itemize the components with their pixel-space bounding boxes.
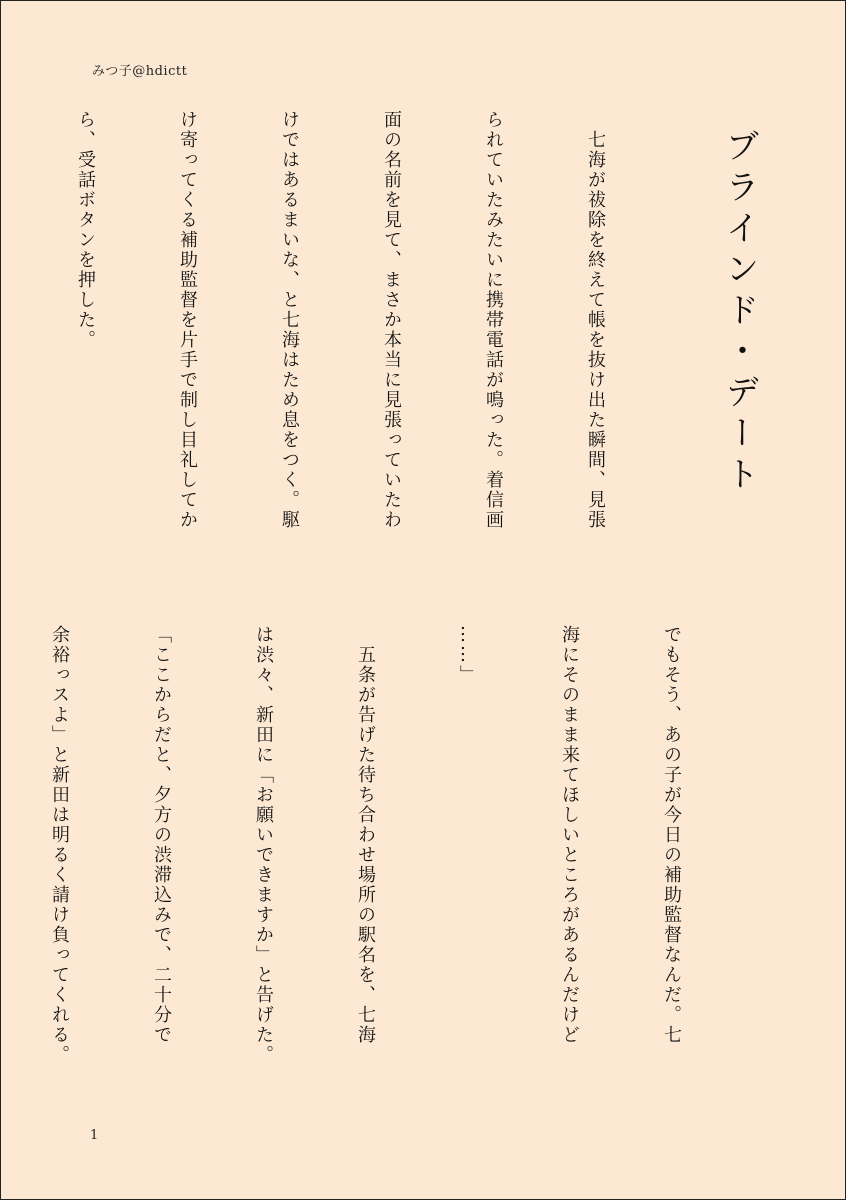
text-line: 面の名前を見て、まさか本当に見張っていたわ (381, 110, 402, 530)
text-line: ……」 (457, 625, 478, 685)
text-line: 余裕っスよ」と新田は明るく請け負ってくれる。 (49, 625, 70, 1065)
text-line: ら、受話ボタンを押した。 (75, 110, 96, 350)
page-number: 1 (90, 1128, 99, 1143)
text-line: でもそう、あの子が今日の補助監督なんだ。七 (661, 625, 682, 1045)
text-line: られていたみたいに携帯電話が鳴った。着信画 (483, 110, 504, 530)
text-line: 「ここからだと、夕方の渋滞込みで、二十分で (151, 625, 172, 1045)
text-line: 七海が祓除を終えて帳を抜け出た瞬間、見張 (585, 110, 606, 530)
text-line: けではあるまいな、と七海はため息をつく。駆 (279, 110, 300, 530)
text-line: 海にそのまま来てほしいところがあるんだけど (559, 625, 580, 1045)
text-line: は渋々、新田に「お願いできますか」と告げた。 (253, 625, 274, 1065)
body-text-upper (75, 110, 680, 590)
body-text-lower (49, 625, 756, 1105)
story-title: ブラインド・デート (719, 128, 759, 497)
text-line: 五条が告げた待ち合わせ場所の駅名を、七海 (355, 625, 376, 1045)
text-line: け寄ってくる補助監督を片手で制し目礼してか (177, 110, 198, 530)
author-handle: みつ子@hdictt (92, 64, 188, 79)
